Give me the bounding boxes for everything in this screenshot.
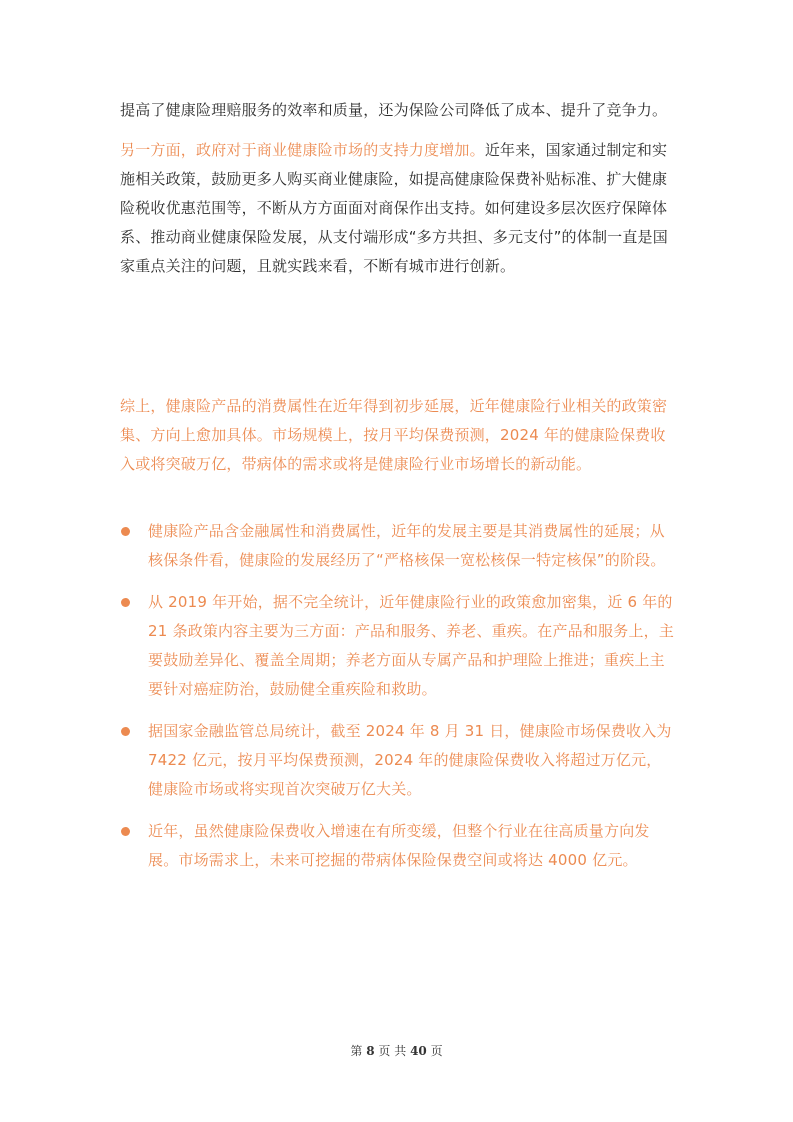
bullet-text: 据国家金融监管总局统计，截至 2024 年 8 月 31 日，健康险市场保费收入为 7422 亿元，按月平均保费预测，2024 年的健康险保费收入将超过万亿元，健康险市场或将实现首次突破万亿大关。: [148, 722, 672, 798]
footer-middle: 页 共: [378, 1044, 407, 1058]
paragraph-government-support: [120, 136, 676, 281]
paragraph-intro: 提高了健康险理赔服务的效率和质量，还为保险公司降低了成本、提升了竞争力。: [120, 101, 668, 119]
bullet-text: 从 2019 年开始，据不完全统计，近年健康险行业的政策愈加密集，近 6 年的 21 条政策内容主要为三方面：产品和服务、养老、重疾。在产品和服务上，主要鼓励差异化、覆盖全周期；养老方面从专属产品和护理险上推进；重疾上主要针对癌症防治，鼓励健全重疾险和救助。: [148, 593, 675, 698]
paragraph-summary: 综上，健康险产品的消费属性在近年得到初步延展，近年健康险行业相关的政策密集、方向上愈加具体。市场规模上，按月平均保费预测，2024 年的健康险保费收入或将突破万亿，带病体的需求或将是健康险行业市场增长的新动能。: [120, 397, 668, 473]
bullet-item: [120, 588, 676, 704]
footer-page-number: 8: [366, 1044, 375, 1058]
paragraph-body: 近年来，国家通过制定和实施相关政策，鼓励更多人购买商业健康险，如提高健康险保费补贴标准、扩大健康险税收优惠范围等，不断从方方面面对商保作出支持。如何建设多层次医疗保障体系、推动商业健康保险发展，从支付端形成“多方共担、多元支付”的体制一直是国家重点关注的问题，且就实践来看，不断有城市进行创新。: [120, 141, 668, 275]
paragraph-lead-highlight: 另一方面，政府对于商业健康险市场的支持力度增加。: [120, 141, 485, 159]
page-footer: [0, 1042, 793, 1059]
bullet-dot-icon: [121, 527, 130, 536]
bullet-text: 近年，虽然健康险保费收入增速在有所变缓，但整个行业在往高质量方向发展。市场需求上，未来可挖掘的带病体保险保费空间或将达 4000 亿元。: [148, 822, 650, 869]
bullet-list: [120, 517, 676, 888]
footer-suffix: 页: [430, 1044, 443, 1058]
bullet-dot-icon: [121, 727, 130, 736]
footer-total-pages: 40: [410, 1044, 427, 1058]
bullet-item: [120, 517, 676, 575]
bullet-item: [120, 817, 676, 875]
footer-prefix: 第: [350, 1044, 363, 1058]
bullet-dot-icon: [121, 827, 130, 836]
bullet-dot-icon: [121, 598, 130, 607]
bullet-item: [120, 717, 676, 804]
bullet-text: 健康险产品含金融属性和消费属性，近年的发展主要是其消费属性的延展；从核保条件看，健康险的发展经历了“严格核保一宽松核保一特定核保”的阶段。: [148, 522, 666, 569]
